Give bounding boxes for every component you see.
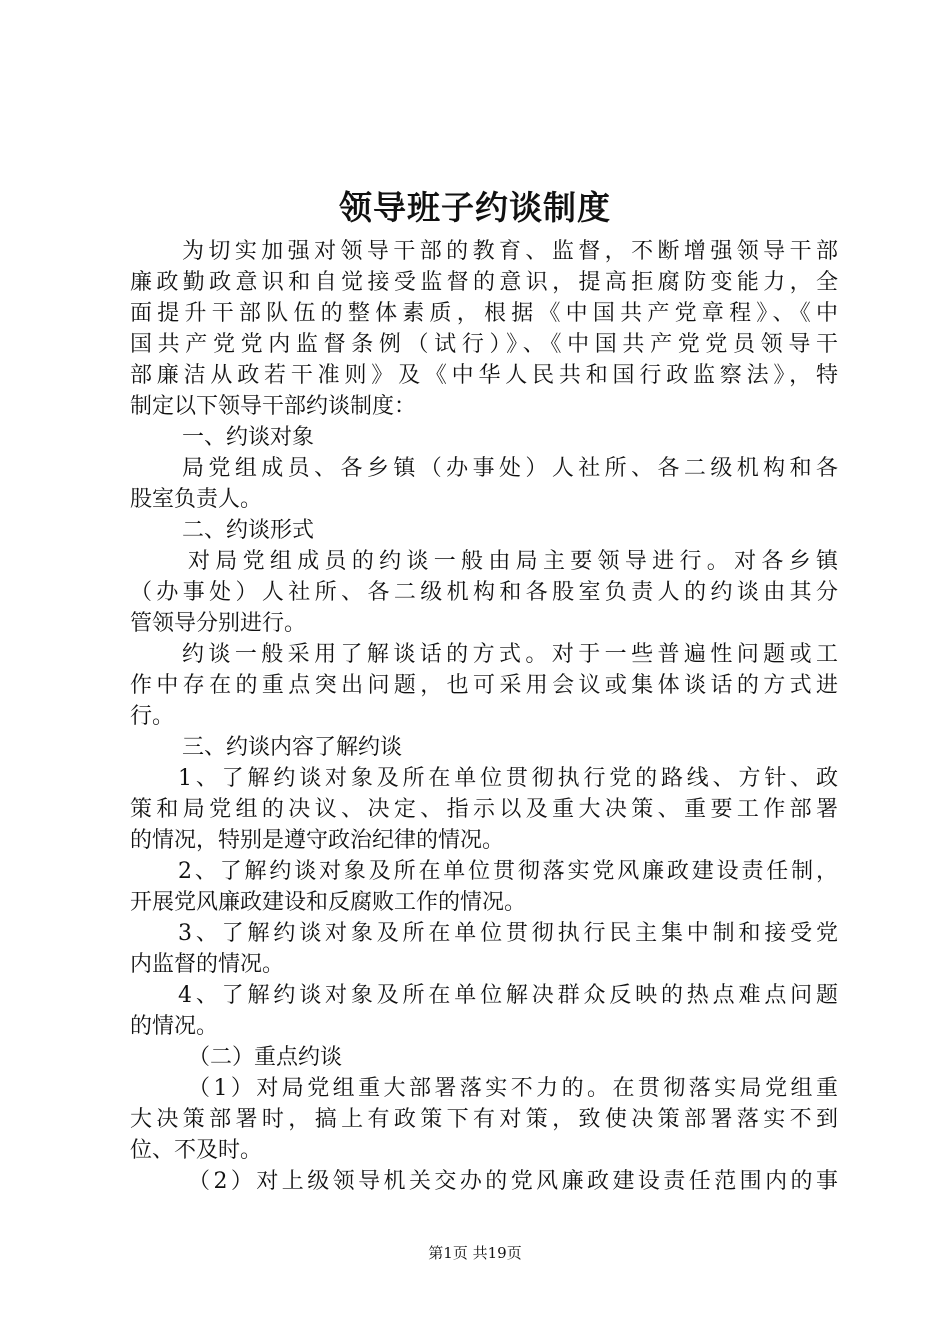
paragraph-line: 局党组成员、各乡镇（办事处）人社所、各二级机构和各 — [182, 456, 838, 481]
paragraph-line: 3、了解约谈对象及所在单位贯彻执行民主集中制和接受党 — [178, 921, 838, 946]
paragraph-line: 2、了解约谈对象及所在单位贯彻落实党风廉政建设责任制， — [178, 859, 838, 884]
paragraph-line: 制定以下领导干部约谈制度： — [130, 394, 417, 419]
paragraph-line: （2）对上级领导机关交办的党风廉政建设责任范围内的事 — [188, 1169, 838, 1194]
paragraph-line: （办事处）人社所、各二级机构和各股室负责人的约谈由其分 — [130, 580, 838, 605]
paragraph-line: 对局党组成员的约谈一般由局主要领导进行。对各乡镇 — [188, 549, 838, 574]
paragraph-line: 4、了解约谈对象及所在单位解决群众反映的热点难点问题 — [178, 983, 838, 1008]
page-footer: 第1页 共19页 — [428, 1244, 522, 1262]
document-title: 领导班子约谈制度 — [339, 188, 611, 227]
section-heading: 一、约谈对象 — [182, 425, 315, 450]
paragraph-line: 1、了解约谈对象及所在单位贯彻执行党的路线、方针、政 — [178, 766, 838, 791]
paragraph-line: 的情况。 — [130, 1014, 219, 1039]
paragraph-line: 内监督的情况。 — [130, 952, 285, 977]
section-heading: 二、约谈形式 — [182, 518, 315, 543]
paragraph-line: 为切实加强对领导干部的教育、监督，不断增强领导干部 — [182, 239, 838, 264]
paragraph-line: 行。 — [130, 704, 175, 729]
paragraph-line: 股室负责人。 — [130, 487, 263, 512]
document-body — [130, 236, 838, 1197]
paragraph-line: 部廉洁从政若干准则》及《中华人民共和国行政监察法》，特 — [130, 363, 838, 388]
paragraph-line: 的情况，特别是遵守政治纪律的情况。 — [130, 828, 505, 853]
paragraph-line: 策和局党组的决议、决定、指示以及重大决策、重要工作部署 — [130, 797, 838, 822]
paragraph-line: 大决策部署时，搞上有政策下有对策，致使决策部署落实不到 — [130, 1107, 838, 1132]
paragraph-line: 国共产党党内监督条例（试行）》、《中国共产党党员领导干 — [130, 332, 838, 357]
section-heading: （二）重点约谈 — [188, 1045, 343, 1070]
section-heading: 三、约谈内容了解约谈 — [182, 735, 403, 760]
paragraph-line: 廉政勤政意识和自觉接受监督的意识，提高拒腐防变能力，全 — [130, 270, 838, 295]
paragraph-line: 管领导分别进行。 — [130, 611, 307, 636]
paragraph-line: 开展党风廉政建设和反腐败工作的情况。 — [130, 890, 527, 915]
paragraph-line: （1）对局党组重大部署落实不力的。在贯彻落实局党组重 — [188, 1076, 838, 1101]
paragraph-line: 面提升干部队伍的整体素质，根据《中国共产党章程》、《中 — [130, 301, 838, 326]
paragraph-line: 位、不及时。 — [130, 1138, 263, 1163]
paragraph-line: 作中存在的重点突出问题，也可采用会议或集体谈话的方式进 — [130, 673, 838, 698]
paragraph-line: 约谈一般采用了解谈话的方式。对于一些普遍性问题或工 — [182, 642, 838, 667]
